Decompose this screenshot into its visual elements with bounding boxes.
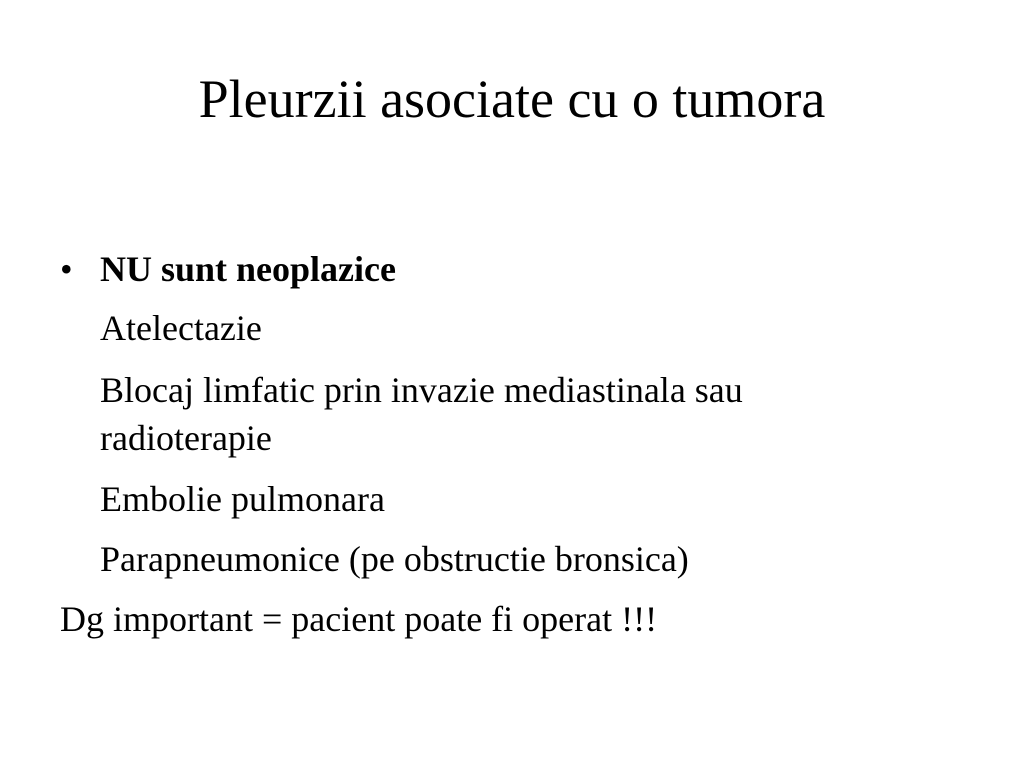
list-item-blocaj-limfatic-continued: radioterapie (100, 418, 272, 458)
bullet-icon: • (60, 249, 73, 289)
list-item-blocaj-limfatic: Blocaj limfatic prin invazie mediastinala sau (100, 370, 743, 410)
bullet-heading-row (60, 247, 396, 291)
conclusion-text: Dg important = pacient poate fi operat !!! (60, 599, 658, 639)
list-item-embolie-pulmonara: Embolie pulmonara (100, 479, 385, 519)
bullet-heading: NU sunt neoplazice (100, 249, 396, 289)
list-item-parapneumonice: Parapneumonice (pe obstructie bronsica) (100, 539, 689, 579)
list-item-atelectazie: Atelectazie (100, 308, 262, 348)
slide-title: Pleurzii asociate cu o tumora (198, 69, 826, 129)
